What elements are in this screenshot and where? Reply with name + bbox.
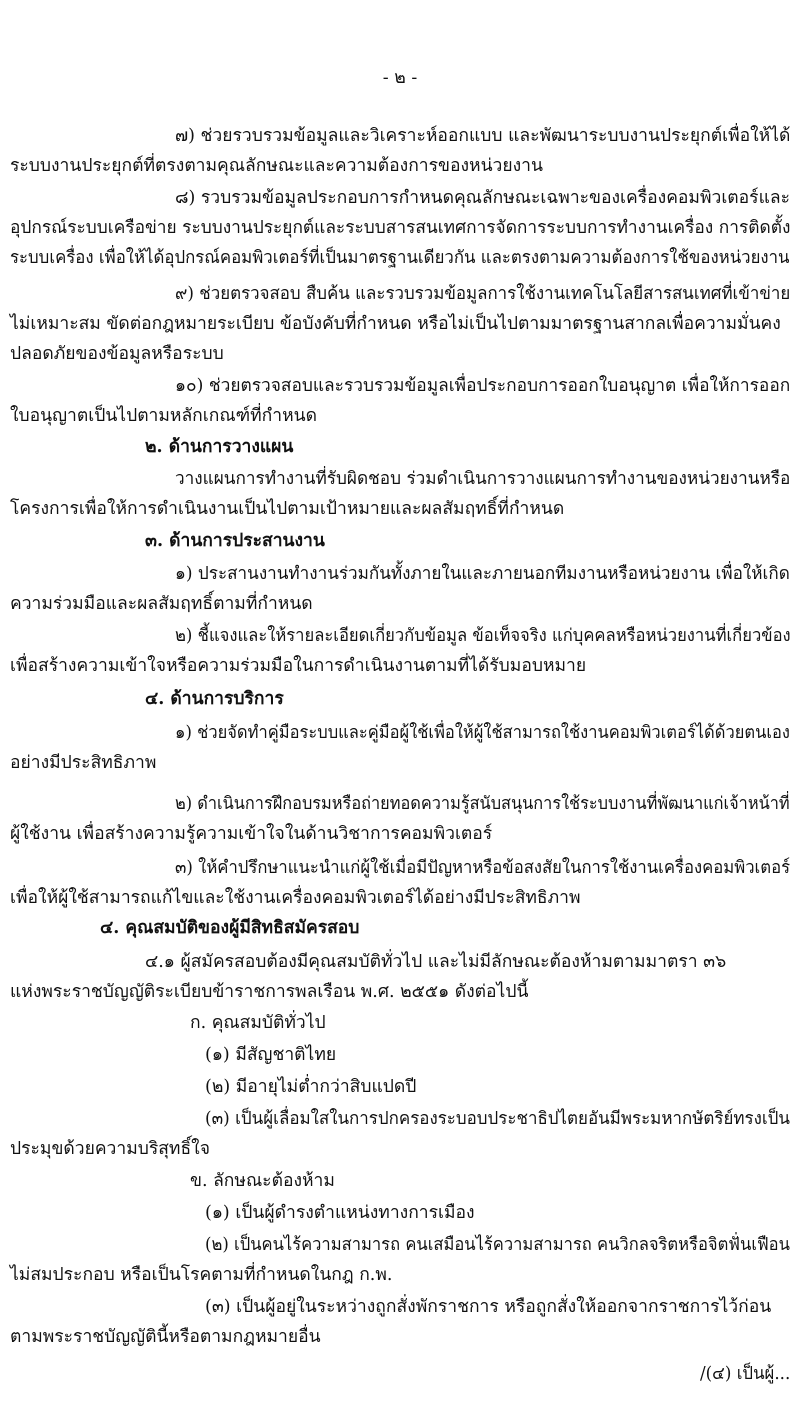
section-heading: ๔. ด้านการบริการ — [145, 689, 284, 709]
paragraph-line: ๗) ช่วยรวบรวมข้อมูลและวิเคราะห์ออกแบบ และพัฒนาระบบงานประยุกต์เพื่อให้ได้ — [175, 126, 791, 146]
paragraph-line: ไม่เหมาะสม ขัดต่อกฎหมายระเบียบ ข้อบังคับที่กำหนด หรือไม่เป็นไปตามมาตรฐานสากลเพื่อความมั่นคง — [10, 314, 781, 334]
paragraph-line: เพื่อให้ผู้ใช้สามารถแก้ไขและใช้งานเครื่องคอมพิวเตอร์ได้อย่างมีประสิทธิภาพ — [10, 888, 581, 908]
paragraph-line: ใบอนุญาตเป็นไปตามหลักเกณฑ์ที่กำหนด — [10, 406, 317, 426]
paragraph-line: ๘) รวบรวมข้อมูลประกอบการกำหนดคุณลักษณะเฉพาะของเครื่องคอมพิวเตอร์และ — [175, 188, 790, 208]
list-item: (๑) เป็นผู้ดำรงตำแหน่งทางการเมือง — [205, 1203, 475, 1223]
subheading: ก. คุณสมบัติทั่วไป — [190, 1013, 326, 1033]
paragraph-line: วางแผนการทำงานที่รับผิดชอบ ร่วมดำเนินการวางแผนการทำงานของหน่วยงานหรือ — [175, 469, 791, 489]
section-heading: ๒. ด้านการวางแผน — [145, 437, 294, 457]
list-item: (๑) มีสัญชาติไทย — [205, 1045, 337, 1065]
paragraph-line: ตามพระราชบัญญัตินี้หรือตามกฎหมายอื่น — [10, 1327, 321, 1347]
paragraph-line: ระบบเครื่อง เพื่อให้ได้อุปกรณ์คอมพิวเตอร์ที่เป็นมาตรฐานเดียวกัน และตรงตามความต้องการใช้ของหน่วยงาน — [10, 248, 790, 268]
list-item: (๓) เป็นผู้อยู่ในระหว่างถูกสั่งพักราชการ หรือถูกสั่งให้ออกจากราชการไว้ก่อน — [205, 1297, 772, 1317]
paragraph-line: ระบบงานประยุกต์ที่ตรงตามคุณลักษณะและความต้องการของหน่วยงาน — [10, 156, 543, 176]
paragraph-line: ความร่วมมือและผลสัมฤทธิ์ตามที่กำหนด — [10, 594, 313, 614]
paragraph-line: อย่างมีประสิทธิภาพ — [10, 753, 157, 773]
paragraph-line: ๒) ดำเนินการฝึกอบรมหรือถ่ายทอดความรู้สนับสนุนการใช้ระบบงานที่พัฒนาแก่เจ้าหน้าที่ — [175, 794, 790, 814]
list-item: (๒) เป็นคนไร้ความสามารถ คนเสมือนไร้ความสามารถ คนวิกลจริตหรือจิตฟั่นเฟือน — [205, 1235, 790, 1255]
subheading: ข. ลักษณะต้องห้าม — [190, 1171, 335, 1191]
paragraph-line: ๓) ให้คำปรึกษาแนะนำแก่ผู้ใช้เมื่อมีปัญหาหรือข้อสงสัยในการใช้งานเครื่องคอมพิวเตอร์ — [175, 858, 791, 878]
continuation-marker: /(๔) เป็นผู้... — [700, 1364, 791, 1384]
list-item: (๓) เป็นผู้เลื่อมใสในการปกครองระบอบประชาธิปไตยอันมีพระมหากษัตริย์ทรงเป็น — [205, 1109, 790, 1129]
paragraph-line: อุปกรณ์ระบบเครือข่าย ระบบงานประยุกต์และระบบสารสนเทศการจัดการระบบการทำงานเครื่อง การติดตั้ง — [10, 218, 791, 238]
list-item: (๒) มีอายุไม่ต่ำกว่าสิบแปดปี — [205, 1077, 417, 1097]
section-heading: ๓. ด้านการประสานงาน — [145, 531, 325, 551]
paragraph-line: ประมุขด้วยความบริสุทธิ์ใจ — [10, 1139, 210, 1159]
paragraph-line: แห่งพระราชบัญญัติระเบียบข้าราชการพลเรือน พ.ศ. ๒๕๕๑ ดังต่อไปนี้ — [10, 982, 529, 1002]
paragraph-line: ๔.๑ ผู้สมัครสอบต้องมีคุณสมบัติทั่วไป และไม่มีลักษณะต้องห้ามตามมาตรา ๓๖ — [145, 952, 727, 972]
paragraph-line: โครงการเพื่อให้การดำเนินงานเป็นไปตามเป้าหมายและผลสัมฤทธิ์ที่กำหนด — [10, 499, 565, 519]
paragraph-line: ปลอดภัยของข้อมูลหรือระบบ — [10, 344, 224, 364]
section-heading: ๔. คุณสมบัติของผู้มีสิทธิสมัครสอบ — [100, 918, 360, 938]
paragraph-line: ๑๐) ช่วยตรวจสอบและรวบรวมข้อมูลเพื่อประกอบการออกใบอนุญาต เพื่อให้การออก — [175, 376, 791, 396]
page-number: - ๒ - — [382, 68, 418, 88]
paragraph-line: ผู้ใช้งาน เพื่อสร้างความรู้ความเข้าใจในด้านวิชาการคอมพิวเตอร์ — [10, 824, 493, 844]
paragraph-line: ๑) ประสานงานทำงานร่วมกันทั้งภายในและภายนอกทีมงานหรือหน่วยงาน เพื่อให้เกิด — [175, 564, 790, 584]
paragraph-line: ๙) ช่วยตรวจสอบ สืบค้น และรวบรวมข้อมูลการใช้งานเทคโนโลยีสารสนเทศที่เข้าข่าย — [175, 284, 791, 304]
paragraph-line: เพื่อสร้างความเข้าใจหรือความร่วมมือในการดำเนินงานตามที่ได้รับมอบหมาย — [10, 656, 587, 676]
paragraph-line: ๑) ช่วยจัดทำคู่มือระบบและคู่มือผู้ใช้เพื่อให้ผู้ใช้สามารถใช้งานคอมพิวเตอร์ได้ด้วยตนเอง — [175, 723, 790, 743]
paragraph-line: ไม่สมประกอบ หรือเป็นโรคตามที่กำหนดในกฎ ก.พ. — [10, 1265, 393, 1285]
paragraph-line: ๒) ชี้แจงและให้รายละเอียดเกี่ยวกับข้อมูล ข้อเท็จจริง แก่บุคคลหรือหน่วยงานที่เกี่ยวข้อง — [175, 626, 791, 646]
